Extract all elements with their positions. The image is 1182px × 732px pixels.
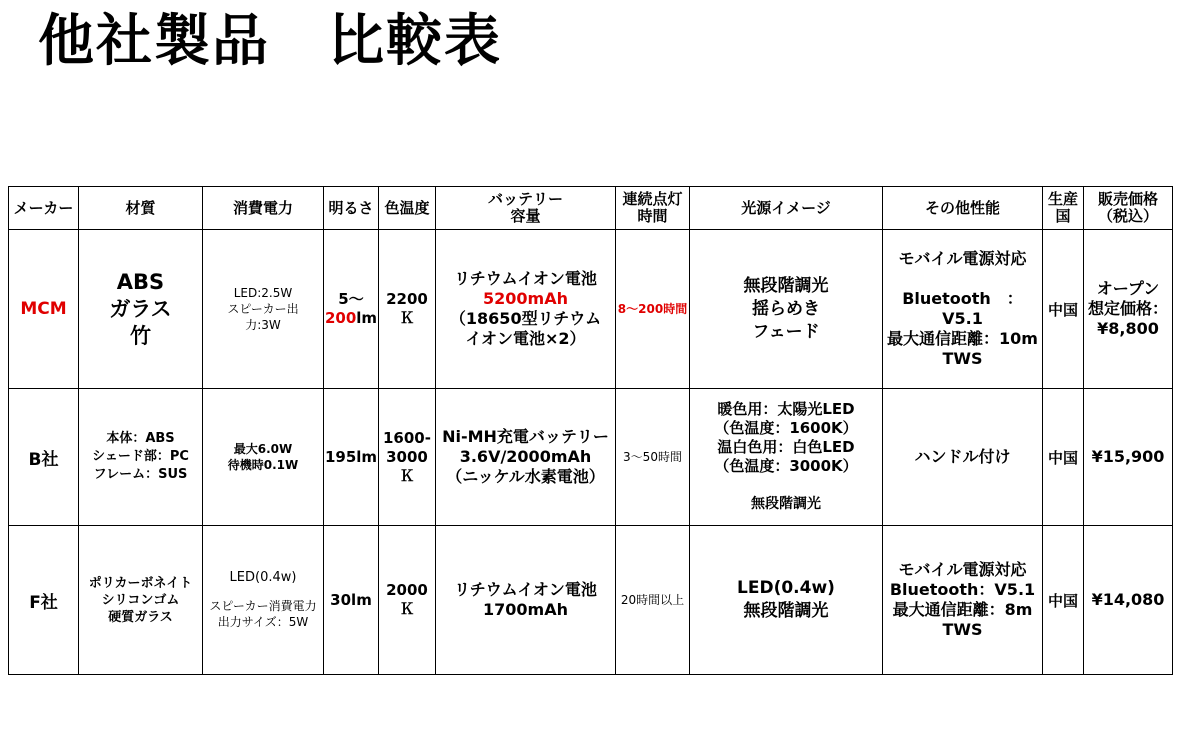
- header-other: その他性能: [883, 187, 1043, 230]
- light-image-cell: [690, 389, 883, 526]
- brightness-cell: 195lm: [324, 389, 379, 526]
- price-cell: オープン 想定価格： ¥8,800: [1084, 230, 1173, 389]
- header-material: 材質: [79, 187, 203, 230]
- maker-cell: MCM: [9, 230, 79, 389]
- header-power: 消費電力: [203, 187, 324, 230]
- price-cell: ¥15,900: [1084, 389, 1173, 526]
- brightness-highlight: 200: [324, 309, 357, 327]
- light-image-cell: 無段階調光 揺らめき フェード: [690, 230, 883, 389]
- battery-capacity: 5200mAh: [483, 289, 568, 308]
- brightness-cell: [324, 230, 379, 389]
- header-row: [9, 187, 1173, 230]
- battery-cell: リチウムイオン電池 1700mAh: [436, 526, 616, 675]
- header-maker: メーカー: [9, 187, 79, 230]
- runtime-cell: 20時間以上: [616, 526, 690, 675]
- color-temp-cell: 2000Ｋ: [379, 526, 436, 675]
- header-runtime: 連続点灯 時間: [616, 187, 690, 230]
- runtime-cell: 3～50時間: [616, 389, 690, 526]
- material-cell: 本体：ABS シェード部：PC フレーム：SUS: [79, 389, 203, 526]
- light-image-detail: 暖色用：太陽光LED （色温度：1600K） 温白色用：白色LED （色温度：3000K）: [714, 400, 858, 475]
- light-image-cell: LED(0.4w) 無段階調光: [690, 526, 883, 675]
- brightness-cell: 30lm: [324, 526, 379, 675]
- other-cell: モバイル電源対応 Bluetooth：V5.1 最大通信距離：8m TWS: [883, 526, 1043, 675]
- battery-cell: Ni-MH充電バッテリー 3.6V/2000mAh （ニッケル水素電池）: [436, 389, 616, 526]
- color-temp-cell: 1600- 3000Ｋ: [379, 389, 436, 526]
- page-title: 他社製品 比較表: [38, 9, 502, 74]
- header-origin: 生産 国: [1043, 187, 1084, 230]
- table-row: [9, 526, 1173, 675]
- material-cell: ABS ガラス 竹: [79, 230, 203, 389]
- header-battery: バッテリー 容量: [436, 187, 616, 230]
- origin-cell: 中国: [1043, 526, 1084, 675]
- color-temp-cell: 2200Ｋ: [379, 230, 436, 389]
- brightness-prefix: 5～: [338, 290, 364, 308]
- power-speaker: スピーカー消費電力 出力サイズ：5W: [209, 599, 317, 629]
- power-cell: 最大6.0W 待機時0.1W: [203, 389, 324, 526]
- table-row: [9, 230, 1173, 389]
- light-image-note: 無段階調光: [751, 496, 821, 512]
- runtime-cell: 8～200時間: [616, 230, 690, 389]
- header-price: 販売価格 （税込）: [1084, 187, 1173, 230]
- battery-detail: （18650型リチウム イオン電池×2）: [449, 309, 602, 348]
- power-led: LED(0.4w): [229, 570, 297, 585]
- other-cell: ハンドル付け: [883, 389, 1043, 526]
- maker-cell: B社: [9, 389, 79, 526]
- battery-type: リチウムイオン電池: [454, 269, 597, 288]
- table-row: [9, 389, 1173, 526]
- origin-cell: 中国: [1043, 389, 1084, 526]
- price-cell: ¥14,080: [1084, 526, 1173, 675]
- header-brightness: 明るさ: [324, 187, 379, 230]
- power-cell: [203, 526, 324, 675]
- battery-cell: [436, 230, 616, 389]
- brightness-suffix: lm: [356, 309, 378, 327]
- power-cell: LED:2.5W スピーカー出 力:3W: [203, 230, 324, 389]
- origin-cell: 中国: [1043, 230, 1084, 389]
- other-cell: モバイル電源対応 Bluetooth ：V5.1 最大通信距離：10m TWS: [883, 230, 1043, 389]
- header-light-image: 光源イメージ: [690, 187, 883, 230]
- header-color-temp: 色温度: [379, 187, 436, 230]
- material-cell: ポリカーボネイト シリコンゴム 硬質ガラス: [79, 526, 203, 675]
- comparison-table: [8, 186, 1173, 675]
- maker-cell: F社: [9, 526, 79, 675]
